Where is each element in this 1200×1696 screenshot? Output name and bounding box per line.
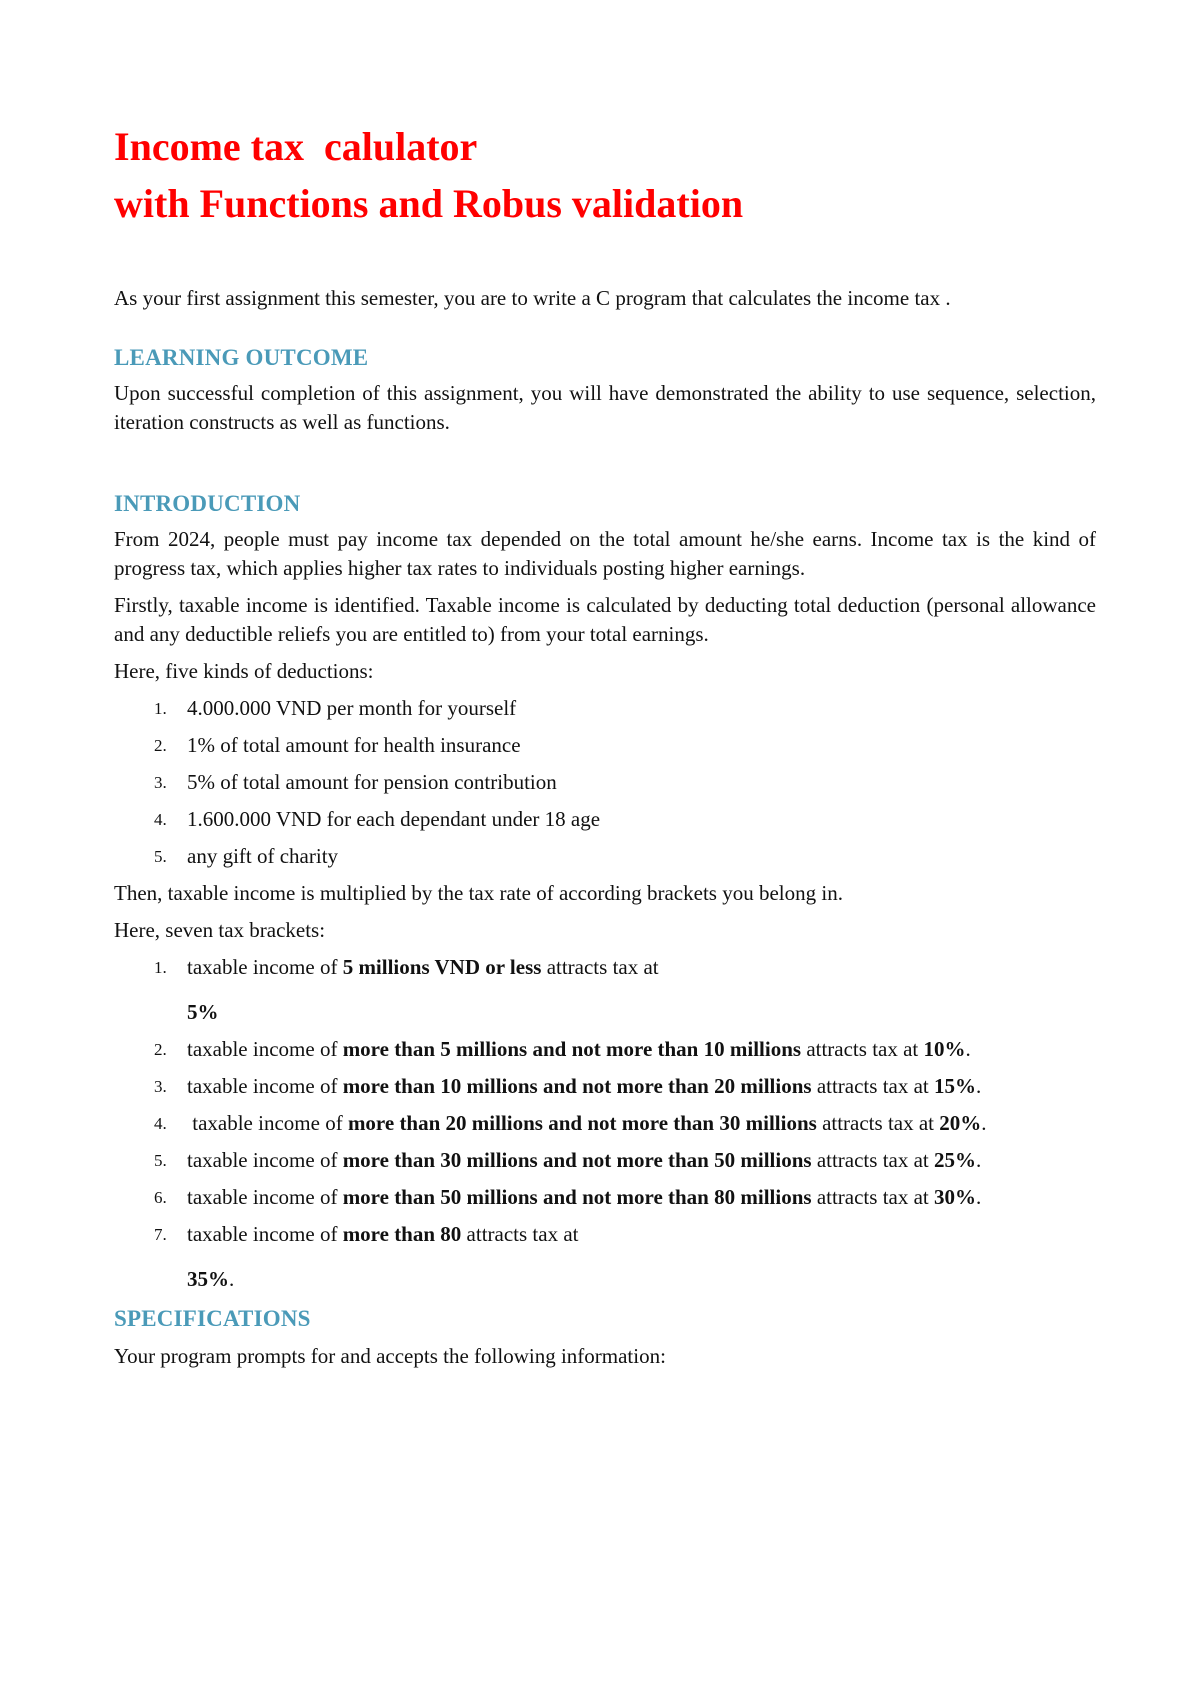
- deductions-lead: Here, five kinds of deductions:: [114, 659, 374, 683]
- specifications-heading: SPECIFICATIONS: [114, 1306, 311, 1331]
- deductions-list: [114, 694, 1096, 871]
- list-item: [114, 805, 1096, 834]
- deduction-text: any gift of charity: [187, 844, 339, 868]
- list-item: [114, 1146, 1096, 1175]
- bracket-pre: taxable income of: [187, 1111, 348, 1135]
- bracket-rate: 30%: [934, 1185, 977, 1209]
- list-item: [114, 694, 1096, 723]
- bracket-post: attracts tax at: [816, 1111, 935, 1135]
- learning-outcome-heading: LEARNING OUTCOME: [114, 345, 369, 370]
- bracket-rate: 35%: [187, 1267, 229, 1291]
- list-number: 2.: [154, 1040, 167, 1059]
- list-item: [114, 1072, 1096, 1101]
- bracket-range: more than 30 millions and not more than 50 millions: [342, 1148, 812, 1172]
- bracket-rate: 20%: [939, 1111, 982, 1135]
- learning-outcome-text: Upon successful completion of this assignment, you will have demonstrated the ability to use sequence, selection, iteration constructs as well as functions.: [114, 381, 1096, 434]
- bracket-post: attracts tax at: [811, 1074, 929, 1098]
- bracket-post: attracts tax at: [811, 1148, 929, 1172]
- bracket-range: more than 80: [342, 1222, 462, 1246]
- bracket-post: attracts tax at: [461, 1222, 579, 1246]
- intro-sentence: As your first assignment this semester, you are to write a C program that calculates the income tax .: [114, 286, 951, 310]
- bracket-rate-suffix: .: [976, 1074, 982, 1098]
- introduction-paragraph-1: From 2024, people must pay income tax depended on the total amount he/she earns. Income tax is the kind of progress tax, which applies higher tax rates to individuals posting higher earnings.: [114, 527, 1096, 580]
- list-item: [114, 731, 1096, 760]
- list-item: [114, 1183, 1096, 1212]
- list-number: 7.: [154, 1225, 167, 1244]
- bracket-pre: taxable income of: [187, 955, 343, 979]
- bracket-pre: taxable income of: [187, 1148, 343, 1172]
- deduction-text: 4.000.000 VND per month for yourself: [187, 696, 517, 720]
- list-number: 5.: [154, 1151, 167, 1170]
- list-number: 3.: [154, 773, 167, 792]
- deduction-text: 1% of total amount for health insurance: [187, 733, 521, 757]
- list-number: 1.: [154, 958, 167, 977]
- list-item: [114, 1220, 1096, 1294]
- bracket-post: attracts tax at: [811, 1185, 929, 1209]
- bracket-range: 5 millions VND or less: [342, 955, 542, 979]
- list-number: 4.: [154, 810, 167, 829]
- list-number: 1.: [154, 699, 167, 718]
- document-body: [114, 118, 1096, 1371]
- introduction-paragraph-2: Firstly, taxable income is identified. Taxable income is calculated by deducting total deduction (personal allowance and any deductible reliefs you are entitled to) from your total earnings.: [114, 593, 1096, 646]
- document-title: [114, 118, 1096, 232]
- bracket-rate-suffix: .: [965, 1037, 971, 1061]
- bracket-rate: 10%: [923, 1037, 966, 1061]
- specifications-text: Your program prompts for and accepts the following information:: [114, 1344, 666, 1368]
- bracket-post: attracts tax at: [801, 1037, 919, 1061]
- bracket-rate: 5%: [187, 1000, 219, 1024]
- bracket-range: more than 10 millions and not more than 20 millions: [342, 1074, 812, 1098]
- list-item: [114, 953, 1096, 1027]
- bracket-post: attracts tax at: [541, 955, 659, 979]
- bracket-pre: taxable income of: [187, 1222, 343, 1246]
- list-number: 3.: [154, 1077, 167, 1096]
- tax-brackets-list: [114, 953, 1096, 1294]
- title-line-1: Income tax calulator: [114, 124, 478, 169]
- bracket-rate: 15%: [934, 1074, 977, 1098]
- list-item: [114, 842, 1096, 871]
- list-number: 4.: [154, 1114, 167, 1133]
- bracket-pre: taxable income of: [187, 1037, 343, 1061]
- deduction-text: 5% of total amount for pension contribution: [187, 770, 557, 794]
- bracket-range: more than 50 millions and not more than 80 millions: [342, 1185, 812, 1209]
- bracket-rate-suffix: .: [981, 1111, 987, 1135]
- list-item: [114, 1035, 1096, 1064]
- list-number: 2.: [154, 736, 167, 755]
- list-item: [114, 1109, 1096, 1138]
- deduction-text: 1.600.000 VND for each dependant under 18 age: [187, 807, 601, 831]
- bracket-rate-suffix: .: [976, 1185, 982, 1209]
- bracket-rate-suffix: .: [229, 1267, 235, 1291]
- bracket-range: more than 20 millions and not more than 30 millions: [347, 1111, 817, 1135]
- bracket-pre: taxable income of: [187, 1074, 343, 1098]
- bracket-rate-suffix: .: [976, 1148, 982, 1172]
- list-item: [114, 768, 1096, 797]
- list-number: 6.: [154, 1188, 167, 1207]
- bracket-range: more than 5 millions and not more than 10 millions: [342, 1037, 802, 1061]
- brackets-lead: Here, seven tax brackets:: [114, 918, 326, 942]
- bracket-rate: 25%: [934, 1148, 977, 1172]
- title-line-2: with Functions and Robus validation: [114, 181, 744, 226]
- list-number: 5.: [154, 847, 167, 866]
- then-text: Then, taxable income is multiplied by the tax rate of according brackets you belong in.: [114, 881, 843, 905]
- introduction-heading: INTRODUCTION: [114, 491, 301, 516]
- bracket-pre: taxable income of: [187, 1185, 343, 1209]
